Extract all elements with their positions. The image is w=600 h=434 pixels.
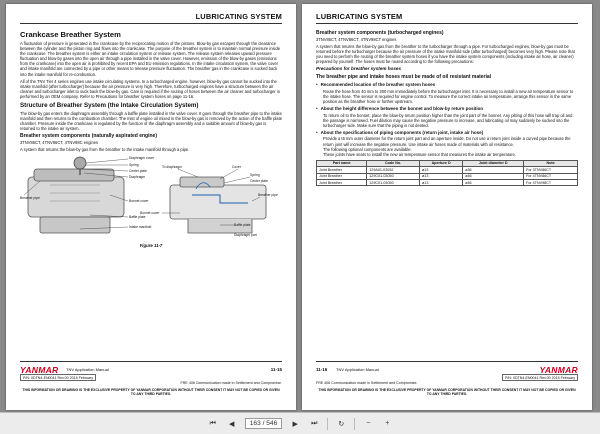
turbo-description: A system that returns the blow-by gas from the breather to the turbocharger through a pipe. For turbocharged engines, blow-by gas must be returned before the turbocharger because the air pressure of the intake manifold side (after turbocharged) becomes very high. Please note that you need to perform the routing of the breather system hoses if you have the intake system components (including intake air hose, air cleaner) prepared by yourself. The hoses must be routed according to the following precautions: — [316, 44, 575, 65]
table-cell: ø13 — [420, 180, 463, 186]
footer-notice: THIS INFORMATION OR DRAWING IS THE EXCLUSIVE PROPERTY OF YANMAR CORPORATION WITHOUT THEIR CONSENT IT MAY NOT BE COPIED OR GIVEN TO ANY THIRD PARTIES. — [318, 388, 576, 396]
bullet-text: Route the hose from 40 mm to 300 mm immediately before the turbocharger inlet. It is necessary to install a new air temperature sensor to the intake hose. The sensor is required for engine control. To measure the correct intake air temperature, arrange this sensor in the same position as the breather hose or further upstream. — [323, 88, 574, 104]
label-intake-manifold: Intake manifold — [129, 225, 152, 230]
footer-rule — [316, 361, 578, 362]
turbo-models: 3TNV86CT, 4TNV86CT, 4TNV98CT engines — [316, 37, 397, 42]
bullet-text: To return oil to the bonnet, place the blow-by return position higher than the joint part of the bonnet. Any pitting of this hose will trap oil and the passage is narrowed. Fuel dilution may cause the negative pressure to increase, and lubricating oil may suddenly be sucked into the turbocharger side. Make sure that the piping is not dented. — [323, 112, 573, 128]
page-footer — [20, 361, 282, 401]
toolbar-divider — [327, 418, 328, 430]
parts-table — [316, 160, 578, 187]
next-page-icon[interactable]: ▶ — [292, 420, 298, 428]
toolbar-divider — [354, 418, 355, 430]
structure-title: Structure of Breather System (the Intake Circulation System) — [20, 102, 199, 110]
footer-part-info: P/N: 0DTN4-EN0041 Rev.00 2015 February — [20, 374, 96, 381]
label-center-plate-2: Center plate — [250, 179, 268, 184]
table-cell: Joint Breather — [317, 167, 367, 173]
table-cell: ø36 — [463, 167, 524, 173]
footer-notice: THIS INFORMATION OR DRAWING IS THE EXCLUSIVE PROPERTY OF YANMAR CORPORATION WITHOUT THEIR CONSENT IT MAY NOT BE COPIED OR GIVEN TO ANY THIRD PARTIES. — [22, 388, 280, 396]
footer-manual-title: TNV Application Manual — [336, 367, 379, 372]
col-joint-diameter: Joint diameter D — [463, 160, 524, 166]
table-cell: Joint Breather — [317, 173, 367, 179]
col-part-name: Part name — [317, 160, 367, 166]
label-to-diaphragm: To diaphragm — [162, 165, 182, 170]
na-heading: Breather system components (naturally aspirated engine) — [20, 132, 157, 139]
footer-conformity: FRE 408 Communication made in Settlement and Compromise. — [316, 381, 418, 385]
table-cell: ø46 — [463, 180, 524, 186]
table-cell: For 4TNV98CT — [524, 180, 578, 186]
footer-page-number: 11-15 — [270, 367, 282, 372]
rotate-icon[interactable]: ↻ — [338, 420, 345, 428]
right-page — [302, 4, 592, 410]
bullet-title: • About the height difference between the bonnet and blow-by return position — [316, 106, 578, 112]
page-header — [20, 12, 282, 24]
label-breather-pipe-2: Breather pipe — [258, 193, 278, 198]
viewer-toolbar — [0, 412, 600, 434]
intro-paragraph: All of the TNV Tier 4 series engines use intake circulating systems. In a turbocharged engine, however, blow-by gas cannot be sucked into the intake manifold (after turbocharger) because the air pressure is very high. Therefore, turbocharged engines have a structure between the air cleaner and turbocharger inlet to suck back the blow-by gas. Care is required if the routing of hoses between the air cleaner and turbocharger is performed by an OEM company. Refer to Precautions for breather system hoses on page 11-16. — [20, 78, 280, 99]
bullet-title: • About the specifications of piping components (return joint, intake air hose) — [316, 130, 578, 136]
table-cell: For 4TNV86CT — [524, 173, 578, 179]
label-baffle-plate: Baffle plate — [129, 215, 146, 220]
label-diaphragm-part: Diaphragm part — [234, 233, 257, 238]
precautions-title: Precautions for breather system hoses — [316, 66, 402, 72]
label-diaphragm-cover: Diaphragm cover — [129, 156, 155, 161]
label-cover: Cover — [232, 165, 241, 170]
footer-manual-title: TNV Application Manual — [66, 367, 109, 372]
last-page-icon[interactable]: ⏭ — [311, 419, 318, 427]
footer-conformity: FRE 408 Communication made in Settlement and Compromise. — [180, 381, 282, 385]
label-bonnet-cover: Bonnet cover — [129, 199, 149, 204]
table-cell: ø46 — [463, 173, 524, 179]
breather-figure — [20, 155, 282, 241]
table-row — [317, 180, 578, 186]
col-note: Note — [524, 160, 578, 166]
page-footer — [316, 361, 578, 401]
page-indicator[interactable]: 163 / 546 — [245, 418, 283, 429]
left-content — [20, 28, 282, 248]
figure-caption: Figure 11-7 — [139, 243, 163, 249]
footer-rule — [20, 361, 282, 362]
bullet-text: Provide a t6 mm outer diameter for the return joint part and an aperture inside. Do not use a return joint inside a curved pipe because the return joint will increase the negative pressure. Use intake air hoses made of materials with oil resistance. The following optional components are available: These joints have seats to install the new air temperature sensor that measures the intake air temperature. — [323, 136, 571, 157]
label-spring: Spring — [129, 163, 139, 168]
section-title: Crankcase Breather System — [20, 30, 121, 39]
yanmar-logo: YANMAR — [20, 365, 59, 375]
structure-paragraph: The blow-by gas enters the diaphragm assembly through a baffle plate installed in the valve cover. It goes through the breather pipe to the intake manifold and then returns to the combustion chamber. The mist of engine oil mixed in the blow-by gas is removed by the action of the baffle plate chamber. Pressure inside the crankcase is regulated by the function of the diaphragm assembly and a suitable amount of blow-by gas is returned to the intake air system. — [20, 110, 282, 131]
zoom-in-icon[interactable]: + — [385, 420, 390, 427]
header-title: LUBRICATING SYSTEM — [316, 12, 403, 21]
table-cell: Joint Breather — [317, 180, 367, 186]
na-description: A system that returns the blow-by gas from the breather to the intake manifold through a pipe. — [20, 147, 190, 152]
table-cell: For 3TNV86CT — [524, 167, 578, 173]
table-cell: 129C01-03050 — [367, 173, 420, 179]
yanmar-logo: YANMAR — [539, 365, 578, 375]
zoom-out-icon[interactable]: − — [366, 420, 371, 427]
footer-page-number: 11-16 — [316, 367, 328, 372]
table-cell: 129A01-03052 — [367, 167, 420, 173]
table-cell: ø13 — [420, 167, 463, 173]
label-baffle-plate-2: Baffle plate — [234, 223, 251, 228]
bullet-title: • Recommended location of the breather system hoses — [316, 82, 578, 88]
right-content — [316, 28, 578, 186]
table-cell: ø13 — [420, 173, 463, 179]
label-breather-pipe: Breather pipe — [20, 196, 40, 201]
table-cell: 129C01-03050 — [367, 180, 420, 186]
label-diaphragm: Diaphragm — [129, 175, 146, 180]
page-header — [316, 12, 578, 24]
footer-part-info: P/N: 0DTN4-EN0041 Rev.00 2015 February — [502, 374, 578, 381]
col-aperture: Aperture D — [420, 160, 463, 166]
prev-page-icon[interactable]: ◀ — [229, 420, 235, 428]
turbo-heading: Breather system components (turbocharged engines) — [316, 30, 444, 36]
header-title: LUBRICATING SYSTEM — [195, 12, 282, 21]
precautions-intro: The breather pipe and intake hoses must be made of oil resistant material — [316, 74, 492, 81]
label-spring-2: Spring — [250, 173, 260, 178]
col-code-no: Code No. — [367, 160, 420, 166]
intro-paragraph: A fluctuation of pressure is generated in the crankcase by the reciprocating motion of the pistons. Blow-by gas escapes through the clearance between the cylinder and the piston ring and flows into the crankcase. The purpose of the breather system is to maintain normal pressure inside the crankcase. The breather system is either an intake circulation system or release system. The release system releases upward pressure fluctuation and blow-by gases into the open air through a pipe installed in the valve cover. However, emission of the blow-by gases (emissions from the crankcase) into the open air is prohibited by recent EPA and EU emission regulations. In the intake circulation system, the valve cover and intake manifold are connected by a pipe or other means to release pressure fluctuation. The breather gas in the crankcase is sucked back into the intake manifold for re-combustion. — [20, 41, 281, 77]
first-page-icon[interactable]: ⏮ — [209, 419, 216, 427]
label-bonnet-cover-2: Bonnet cover — [140, 211, 160, 216]
na-models: 3TNV86CT, 4TNV86CT, 4TNV98C engines — [20, 139, 99, 145]
label-center-plate: Center plate — [129, 169, 147, 174]
left-page — [6, 4, 296, 410]
